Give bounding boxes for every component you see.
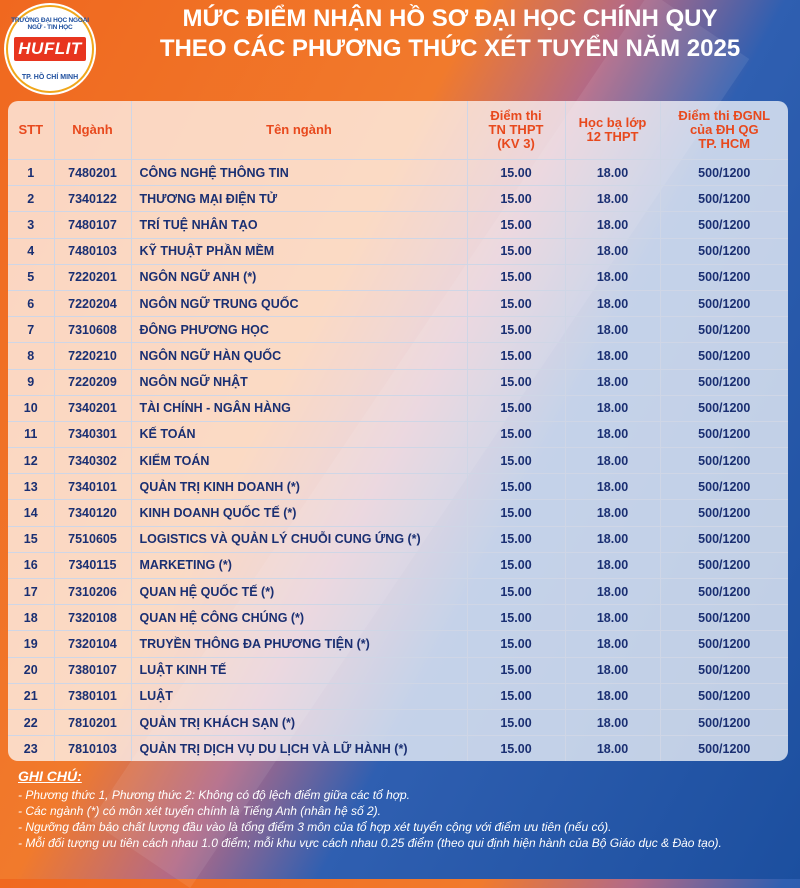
cell-stt: 21 bbox=[8, 683, 54, 709]
cell-name: NGÔN NGỮ TRUNG QUỐC bbox=[131, 290, 467, 316]
cell-name: NGÔN NGỮ NHẬT bbox=[131, 369, 467, 395]
title-line-1: MỨC ĐIỂM NHẬN HỒ SƠ ĐẠI HỌC CHÍNH QUY bbox=[182, 5, 718, 32]
cell-code: 7810103 bbox=[54, 736, 131, 762]
cell-dgnl: 500/1200 bbox=[660, 343, 788, 369]
table-row bbox=[8, 343, 788, 369]
table-row bbox=[8, 290, 788, 316]
cell-dgnl: 500/1200 bbox=[660, 500, 788, 526]
note-item: - Các ngành (*) có môn xét tuyển chính là Tiếng Anh (nhân hệ số 2). bbox=[18, 804, 381, 818]
cell-code: 7380107 bbox=[54, 657, 131, 683]
cell-thpt: 15.00 bbox=[467, 500, 565, 526]
cell-name: CÔNG NGHỆ THÔNG TIN bbox=[131, 160, 467, 186]
cell-thpt: 15.00 bbox=[467, 421, 565, 447]
header-name: Tên ngành bbox=[131, 101, 467, 160]
cell-hocba: 18.00 bbox=[565, 238, 660, 264]
table-row bbox=[8, 500, 788, 526]
cell-dgnl: 500/1200 bbox=[660, 238, 788, 264]
cell-thpt: 15.00 bbox=[467, 448, 565, 474]
header-thpt-line: Điểm thi bbox=[490, 108, 542, 123]
cell-stt: 15 bbox=[8, 526, 54, 552]
cell-dgnl: 500/1200 bbox=[660, 579, 788, 605]
cell-thpt: 15.00 bbox=[467, 579, 565, 605]
cell-name: TRUYỀN THÔNG ĐA PHƯƠNG TIỆN (*) bbox=[131, 631, 467, 657]
cell-hocba: 18.00 bbox=[565, 683, 660, 709]
cell-stt: 4 bbox=[8, 238, 54, 264]
table-row bbox=[8, 264, 788, 290]
cell-thpt: 15.00 bbox=[467, 552, 565, 578]
title-line-2: THEO CÁC PHƯƠNG THỨC XÉT TUYỂN NĂM 2025 bbox=[159, 35, 741, 62]
header-thpt-line: TN THPT bbox=[488, 122, 544, 137]
cell-stt: 19 bbox=[8, 631, 54, 657]
cell-stt: 23 bbox=[8, 736, 54, 762]
cell-stt: 5 bbox=[8, 264, 54, 290]
cell-hocba: 18.00 bbox=[565, 212, 660, 238]
note-item: - Phương thức 1, Phương thức 2: Không có độ lệch điểm giữa các tổ hợp. bbox=[18, 788, 410, 802]
cell-stt: 14 bbox=[8, 500, 54, 526]
cell-name: LUẬT KINH TẾ bbox=[131, 657, 467, 683]
cell-thpt: 15.00 bbox=[467, 369, 565, 395]
header-stt: STT bbox=[8, 101, 54, 160]
cell-thpt: 15.00 bbox=[467, 605, 565, 631]
cell-name: MARKETING (*) bbox=[131, 552, 467, 578]
cell-hocba: 18.00 bbox=[565, 526, 660, 552]
table-row bbox=[8, 369, 788, 395]
header-hocba-line: 12 THPT bbox=[586, 129, 639, 144]
cell-hocba: 18.00 bbox=[565, 736, 660, 762]
cell-name: KIỂM TOÁN bbox=[131, 448, 467, 474]
table-row bbox=[8, 605, 788, 631]
cell-stt: 7 bbox=[8, 317, 54, 343]
cell-code: 7320104 bbox=[54, 631, 131, 657]
cell-code: 7220204 bbox=[54, 290, 131, 316]
cell-code: 7310206 bbox=[54, 579, 131, 605]
cell-thpt: 15.00 bbox=[467, 186, 565, 212]
cell-hocba: 18.00 bbox=[565, 579, 660, 605]
cell-dgnl: 500/1200 bbox=[660, 474, 788, 500]
cell-thpt: 15.00 bbox=[467, 709, 565, 735]
cell-stt: 22 bbox=[8, 709, 54, 735]
cell-hocba: 18.00 bbox=[565, 421, 660, 447]
cell-hocba: 18.00 bbox=[565, 448, 660, 474]
cell-dgnl: 500/1200 bbox=[660, 395, 788, 421]
cell-dgnl: 500/1200 bbox=[660, 605, 788, 631]
cell-name: ĐÔNG PHƯƠNG HỌC bbox=[131, 317, 467, 343]
cell-dgnl: 500/1200 bbox=[660, 264, 788, 290]
cell-name: NGÔN NGỮ ANH (*) bbox=[131, 264, 467, 290]
cell-dgnl: 500/1200 bbox=[660, 683, 788, 709]
cell-code: 7340115 bbox=[54, 552, 131, 578]
header-code: Ngành bbox=[54, 101, 131, 160]
cell-thpt: 15.00 bbox=[467, 290, 565, 316]
cell-name: KINH DOANH QUỐC TẾ (*) bbox=[131, 500, 467, 526]
cell-hocba: 18.00 bbox=[565, 264, 660, 290]
cell-stt: 3 bbox=[8, 212, 54, 238]
cell-dgnl: 500/1200 bbox=[660, 709, 788, 735]
notes-section bbox=[18, 768, 792, 851]
table-body bbox=[8, 160, 788, 762]
cell-dgnl: 500/1200 bbox=[660, 160, 788, 186]
admission-table bbox=[8, 101, 788, 761]
header-thpt bbox=[467, 101, 565, 160]
table-row bbox=[8, 552, 788, 578]
cell-name: QUẢN TRỊ KINH DOANH (*) bbox=[131, 474, 467, 500]
cell-code: 7480201 bbox=[54, 160, 131, 186]
cell-code: 7340122 bbox=[54, 186, 131, 212]
header-dgnl bbox=[660, 101, 788, 160]
cell-thpt: 15.00 bbox=[467, 212, 565, 238]
cell-thpt: 15.00 bbox=[467, 395, 565, 421]
cell-hocba: 18.00 bbox=[565, 657, 660, 683]
header-thpt-line: (KV 3) bbox=[497, 136, 535, 151]
cell-dgnl: 500/1200 bbox=[660, 186, 788, 212]
cell-stt: 8 bbox=[8, 343, 54, 369]
cell-name: TÀI CHÍNH - NGÂN HÀNG bbox=[131, 395, 467, 421]
cell-name: LUẬT bbox=[131, 683, 467, 709]
table-row bbox=[8, 186, 788, 212]
cell-hocba: 18.00 bbox=[565, 160, 660, 186]
cell-code: 7480107 bbox=[54, 212, 131, 238]
cell-code: 7320108 bbox=[54, 605, 131, 631]
cell-dgnl: 500/1200 bbox=[660, 369, 788, 395]
cell-dgnl: 500/1200 bbox=[660, 448, 788, 474]
cell-thpt: 15.00 bbox=[467, 317, 565, 343]
cell-stt: 18 bbox=[8, 605, 54, 631]
cell-dgnl: 500/1200 bbox=[660, 212, 788, 238]
header-dgnl-line: của ĐH QG bbox=[689, 122, 759, 137]
cell-dgnl: 500/1200 bbox=[660, 526, 788, 552]
cell-code: 7310608 bbox=[54, 317, 131, 343]
header-hocba bbox=[565, 101, 660, 160]
cell-dgnl: 500/1200 bbox=[660, 290, 788, 316]
cell-name: NGÔN NGỮ HÀN QUỐC bbox=[131, 343, 467, 369]
cell-code: 7810201 bbox=[54, 709, 131, 735]
cell-name: KẾ TOÁN bbox=[131, 421, 467, 447]
table-row bbox=[8, 657, 788, 683]
cell-thpt: 15.00 bbox=[467, 683, 565, 709]
cell-hocba: 18.00 bbox=[565, 395, 660, 421]
table-row bbox=[8, 683, 788, 709]
cell-code: 7220210 bbox=[54, 343, 131, 369]
cell-name: THƯƠNG MẠI ĐIỆN TỬ bbox=[131, 186, 467, 212]
cell-thpt: 15.00 bbox=[467, 238, 565, 264]
cell-stt: 6 bbox=[8, 290, 54, 316]
cell-name: QUẢN TRỊ KHÁCH SẠN (*) bbox=[131, 709, 467, 735]
cell-stt: 17 bbox=[8, 579, 54, 605]
huflit-logo bbox=[4, 3, 96, 95]
table-row bbox=[8, 317, 788, 343]
table-row bbox=[8, 238, 788, 264]
cell-dgnl: 500/1200 bbox=[660, 657, 788, 683]
cell-dgnl: 500/1200 bbox=[660, 421, 788, 447]
cell-stt: 12 bbox=[8, 448, 54, 474]
cell-hocba: 18.00 bbox=[565, 474, 660, 500]
cell-thpt: 15.00 bbox=[467, 264, 565, 290]
cell-stt: 20 bbox=[8, 657, 54, 683]
cell-code: 7510605 bbox=[54, 526, 131, 552]
table-row bbox=[8, 579, 788, 605]
cell-name: LOGISTICS VÀ QUẢN LÝ CHUỖI CUNG ỨNG (*) bbox=[131, 526, 467, 552]
cell-hocba: 18.00 bbox=[565, 709, 660, 735]
cell-thpt: 15.00 bbox=[467, 736, 565, 762]
cell-thpt: 15.00 bbox=[467, 631, 565, 657]
table-row bbox=[8, 395, 788, 421]
cell-code: 7340120 bbox=[54, 500, 131, 526]
logo-text: HUFLIT bbox=[14, 37, 85, 61]
cell-code: 7480103 bbox=[54, 238, 131, 264]
cell-stt: 11 bbox=[8, 421, 54, 447]
table-row bbox=[8, 421, 788, 447]
cell-thpt: 15.00 bbox=[467, 343, 565, 369]
table-row bbox=[8, 631, 788, 657]
cell-hocba: 18.00 bbox=[565, 317, 660, 343]
cell-code: 7340302 bbox=[54, 448, 131, 474]
cell-thpt: 15.00 bbox=[467, 657, 565, 683]
cell-name: TRÍ TUỆ NHÂN TẠO bbox=[131, 212, 467, 238]
table-header-row bbox=[8, 101, 788, 160]
cell-code: 7380101 bbox=[54, 683, 131, 709]
cell-code: 7340301 bbox=[54, 421, 131, 447]
cell-dgnl: 500/1200 bbox=[698, 741, 751, 756]
cell-stt: 1 bbox=[8, 160, 54, 186]
cell-hocba: 18.00 bbox=[565, 552, 660, 578]
table-row bbox=[8, 526, 788, 552]
cell-dgnl: 500/1200 bbox=[660, 552, 788, 578]
cell-hocba: 18.00 bbox=[565, 186, 660, 212]
cell-hocba: 18.00 bbox=[565, 605, 660, 631]
cell-stt: 10 bbox=[8, 395, 54, 421]
logo-arc-top: TRƯỜNG ĐẠI HỌC NGOẠI NGỮ - TIN HỌC bbox=[11, 17, 89, 31]
cell-code: 7340201 bbox=[54, 395, 131, 421]
cell-stt: 9 bbox=[8, 369, 54, 395]
cell-name: QUAN HỆ QUỐC TẾ (*) bbox=[131, 579, 467, 605]
cell-name: QUẢN TRỊ DỊCH VỤ DU LỊCH VÀ LỮ HÀNH (*) bbox=[131, 736, 467, 762]
table-row bbox=[8, 448, 788, 474]
cell-hocba: 18.00 bbox=[565, 631, 660, 657]
cell-dgnl: 500/1200 bbox=[660, 631, 788, 657]
cell-thpt: 15.00 bbox=[467, 526, 565, 552]
cell-code: 7220209 bbox=[54, 369, 131, 395]
note-item: - Mỗi đối tượng ưu tiên cách nhau 1.0 điểm; mỗi khu vực cách nhau 0.25 điểm (theo qui định hiện hành của Bộ Giáo dục & Đào tạo). bbox=[18, 836, 722, 850]
cell-hocba: 18.00 bbox=[565, 290, 660, 316]
table-row bbox=[8, 160, 788, 186]
admission-table-container bbox=[8, 101, 788, 761]
notes-title: GHI CHÚ: bbox=[18, 768, 82, 784]
cell-code: 7340101 bbox=[54, 474, 131, 500]
logo-arc-bottom: TP. HỒ CHÍ MINH bbox=[21, 74, 79, 81]
cell-hocba: 18.00 bbox=[565, 500, 660, 526]
cell-dgnl: 500/1200 bbox=[660, 317, 788, 343]
cell-stt: 2 bbox=[8, 186, 54, 212]
table-row bbox=[8, 474, 788, 500]
table-row bbox=[8, 212, 788, 238]
logo-ring bbox=[6, 5, 94, 93]
header-hocba-line: Học bạ lớp bbox=[578, 115, 647, 130]
header-dgnl-line: TP. HCM bbox=[698, 136, 751, 151]
cell-code: 7220201 bbox=[54, 264, 131, 290]
cell-thpt: 15.00 bbox=[467, 160, 565, 186]
table-row bbox=[8, 709, 788, 735]
note-item: - Ngưỡng đảm bảo chất lượng đầu vào là tổng điểm 3 môn của tổ hợp xét tuyển cộng với điểm ưu tiên (nếu có). bbox=[18, 820, 612, 834]
cell-stt: 16 bbox=[8, 552, 54, 578]
cell-name: QUAN HỆ CÔNG CHÚNG (*) bbox=[131, 605, 467, 631]
cell-hocba: 18.00 bbox=[565, 343, 660, 369]
cell-name: KỸ THUẬT PHẦN MỀM bbox=[131, 238, 467, 264]
header-dgnl-line: Điểm thi ĐGNL bbox=[678, 108, 771, 123]
cell-stt: 13 bbox=[8, 474, 54, 500]
page-title bbox=[100, 4, 800, 64]
cell-hocba: 18.00 bbox=[565, 369, 660, 395]
table-row bbox=[8, 736, 788, 762]
cell-thpt: 15.00 bbox=[467, 474, 565, 500]
